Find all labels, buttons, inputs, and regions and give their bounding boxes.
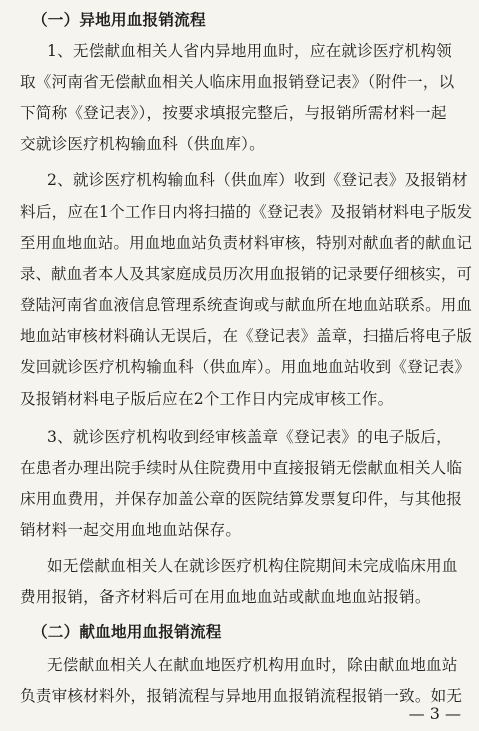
paragraph-line-3: 下简称《登记表》），按要求填报完整后，与报销所需材料一起 xyxy=(20,104,447,122)
paragraph-line-15: 床用血费用，并保存加盖公章的医院结算发票复印件，与其他报 xyxy=(20,490,463,508)
paragraph-line-5: 2、就诊医疗机构输血科（供血库）收到《登记表》及报销材 xyxy=(47,171,468,189)
paragraph-line-16: 销材料一起交用血地血站保存。 xyxy=(20,521,242,539)
paragraph-line-2: 取《河南省无偿献血相关人临床用血报销登记表》（附件一，以 xyxy=(20,73,455,91)
section-heading-2: （二）献血地用血报销流程 xyxy=(32,622,222,641)
paragraph-line-6: 料后，应在1个工作日内将扫描的《登记表》及报销材料电子版发 xyxy=(20,203,473,221)
paragraph-line-18: 费用报销，备齐材料后可在用血地血站或献血地血站报销。 xyxy=(20,588,431,606)
paragraph-line-14: 在患者办理出院手续时从住院费用中直接报销无偿献血相关人临 xyxy=(20,459,463,477)
paragraph-line-19: 无偿献血相关人在献血地医疗机构用血时，除由献血地血站 xyxy=(47,656,458,674)
paragraph-line-12: 及报销材料电子版后应在2个工作日内完成审核工作。 xyxy=(20,390,394,408)
paragraph-line-20: 负责审核材料外，报销流程与异地用血报销流程报销一致。如无 xyxy=(20,687,463,705)
section-heading-1: （一）异地用血报销流程 xyxy=(32,10,206,29)
paragraph-line-7: 至用血地血站。用血地血站负责材料审核，特别对献血者的献血记 xyxy=(20,234,473,252)
paragraph-line-10: 地血站审核材料确认无误后，在《登记表》盖章，扫描后将电子版 xyxy=(20,327,473,345)
paragraph-line-11: 发回就诊医疗机构输血科（供血库）。用血地血站收到《登记表》 xyxy=(20,358,471,376)
paragraph-line-17: 如无偿献血相关人在就诊医疗机构住院期间未完成临床用血 xyxy=(47,557,458,575)
paragraph-line-1: 1、无偿献血相关人省内异地用血时，应在就诊医疗机构领 xyxy=(47,42,452,60)
page-number: — 3 — xyxy=(408,704,461,723)
paragraph-line-13: 3、就诊医疗机构收到经审核盖章《登记表》的电子版后， xyxy=(47,428,452,446)
paragraph-line-8: 录、献血者本人及其家庭成员历次用血报销的记录要仔细核实，可 xyxy=(20,265,473,283)
paragraph-line-4: 交就诊医疗机构输血科（供血库）。 xyxy=(20,135,265,153)
paragraph-line-9: 登陆河南省血液信息管理系统查询或与献血所在地血站联系。用血 xyxy=(20,296,473,314)
